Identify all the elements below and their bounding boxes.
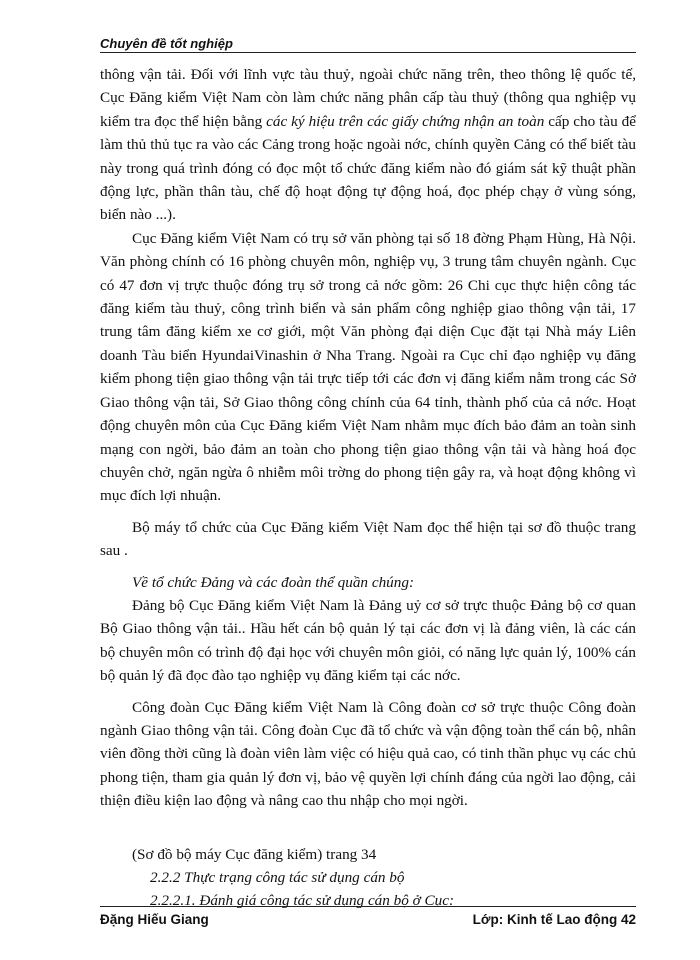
outline-list bbox=[100, 843, 636, 913]
page-body bbox=[100, 63, 636, 913]
paragraph-org-structure: Bộ máy tổ chức của Cục Đăng kiểm Việt Nam đọc thể hiện tại sơ đồ thuộc trang sau . bbox=[100, 518, 636, 560]
footer-author: Đặng Hiếu Giang bbox=[100, 912, 209, 927]
running-header: Chuyên đề tốt nghiệp bbox=[100, 36, 233, 51]
header-divider bbox=[100, 52, 636, 53]
footer-divider bbox=[100, 906, 636, 907]
footer-class: Lớp: Kinh tế Lao động 42 bbox=[472, 912, 636, 927]
paragraph-text: cấp cho tàu để làm thủ thủ tục ra vào các Cảng trong hoặc ngoài nớc, chính quyền Cảng có thể biết tàu này trong quá trình đóng có đọc một tổ chức đăng kiểm nào đó giám sát kỹ thuật phần động lực, phần thân tàu, chế độ hoạt động tự động hoá, đọc phép chạy ở vùng sóng, biển nào ...). bbox=[100, 112, 636, 224]
paragraph-party: Đảng bộ Cục Đăng kiểm Việt Nam là Đảng uỷ cơ sở trực thuộc Đảng bộ cơ quan Bộ Giao thông vận tải.. Hầu hết cán bộ quản lý tại các đơn vị là đảng viên, là các cán bộ chuyên môn có trình độ đại học với chuyên môn giỏi, có năng lực quản lý, 100% cán bộ quản lý đã đọc đào tạo nghiệp vụ đăng kiểm tại các nớc. bbox=[100, 596, 636, 685]
paragraph-union: Công đoàn Cục Đăng kiểm Việt Nam là Công đoàn cơ sở trực thuộc Công đoàn ngành Giao thông vận tải. Công đoàn Cục đã tổ chức và vận động toàn thể cán bộ, nhân viên đồng thời cũng là đoàn viên làm việc có hiệu quả cao, có tinh thần phục vụ các chủ phong tiện, tham gia quản lý đơn vị, bảo vệ quyền lợi chính đáng của ngời lao động, cải thiện điều kiện lao động và nâng cao thu nhập cho mọi ngời. bbox=[100, 698, 636, 810]
paragraph-headquarters: Cục Đăng kiểm Việt Nam có trụ sở văn phòng tại số 18 đờng Phạm Hùng, Hà Nội. Văn phòng chính có 16 phòng chuyên môn, nghiệp vụ, 3 trung tâm chuyên ngành. Cục có 47 đơn vị trực thuộc đóng trụ sở trong cả nớc gồm: 26 Chi cục thực hiện công tác đăng kiểm tàu thuỷ, công trình biển và sản phẩm công nghiệp giao thông vận tải, 17 trung tâm đăng kiểm xe cơ giới, một Văn phòng đại diện Cục đặt tại Nhà máy Liên doanh Tàu biển HyundaiVinashin ở Nha Trang. Ngoài ra Cục chỉ đạo nghiệp vụ đăng kiểm phong tiện giao thông vận tải trực tiếp tới các đơn vị đăng kiểm nằm trong các Sở Giao thông vận tải, Sở Giao thông công chính của 64 tỉnh, thành phố của cả nớc. Hoạt động chuyên môn của Cục Đăng kiểm Việt Nam nhằm mục đích bảo đảm an toàn sinh mạng con ngời, bảo đảm an toàn cho phong tiện giao thông vận tải và hàng hoá đọc chuyên chở, ngăn ngừa ô nhiễm môi trờng do phong tiện gây ra, và hoạt động không vì mục đích lợi nhuận. bbox=[100, 229, 636, 505]
diagram-reference: (Sơ đồ bộ máy Cục đăng kiểm) trang 34 bbox=[132, 845, 377, 863]
subsubsection-heading: 2.2.2.1. Đánh giá công tác sử dụng cán bộ ở Cục: bbox=[150, 892, 455, 910]
paragraph-italic: các ký hiệu trên các giấy chứng nhận an toàn bbox=[266, 112, 545, 130]
section-heading: Về tổ chức Đảng và các đoàn thể quần chúng: bbox=[132, 573, 414, 591]
subsection-heading: 2.2.2 Thực trạng công tác sử dụng cán bộ bbox=[150, 869, 405, 886]
paragraph-continuation bbox=[100, 63, 636, 227]
paragraph-text: thông vận tải. Đối với lĩnh vực tàu thuỷ, ngoài chức năng trên, theo thông lệ quốc tế, Cục Đăng kiểm Việt Nam còn làm chức năng phân cấp tàu thuỷ (thông qua nghiệp vụ kiểm tra đọc thể hiện bằng bbox=[100, 66, 636, 130]
